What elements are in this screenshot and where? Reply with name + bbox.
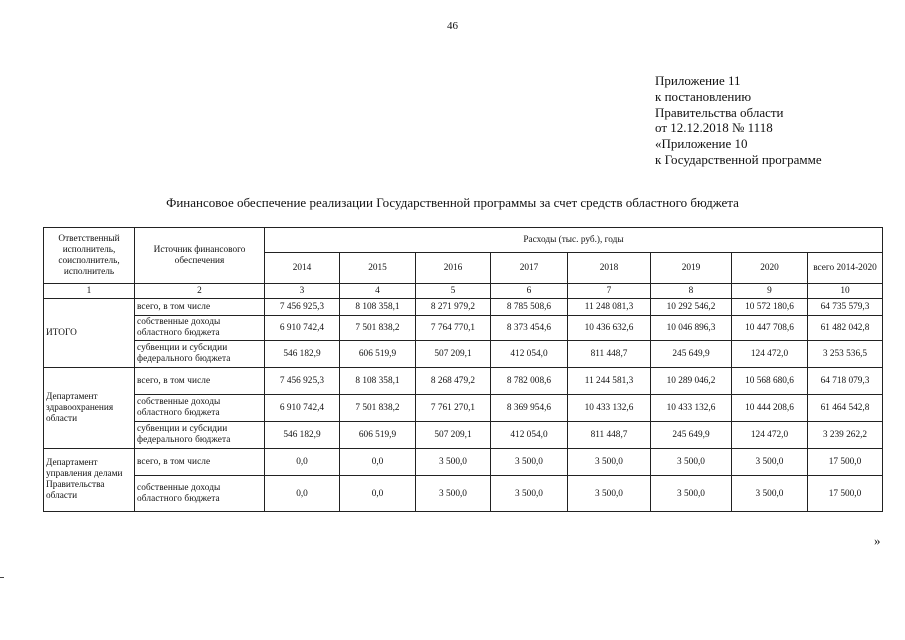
value-cell: 11 244 581,3 xyxy=(568,368,651,395)
value-cell: 6 910 742,4 xyxy=(265,395,340,422)
value-cell: 8 108 358,1 xyxy=(340,299,416,316)
value-cell: 811 448,7 xyxy=(568,341,651,368)
value-cell: 412 054,0 xyxy=(491,422,568,449)
column-number: 6 xyxy=(491,284,568,299)
table-row xyxy=(44,368,883,395)
value-cell: 10 572 180,6 xyxy=(732,299,808,316)
value-cell: 8 373 454,6 xyxy=(491,316,568,341)
value-cell: 245 649,9 xyxy=(651,341,732,368)
source-cell: всего, в том числе xyxy=(135,449,265,476)
value-cell: 10 433 132,6 xyxy=(651,395,732,422)
value-cell: 546 182,9 xyxy=(265,341,340,368)
value-cell: 7 761 270,1 xyxy=(416,395,491,422)
value-cell: 811 448,7 xyxy=(568,422,651,449)
header-year: 2019 xyxy=(651,253,732,284)
value-cell: 7 456 925,3 xyxy=(265,368,340,395)
value-cell: 3 500,0 xyxy=(491,476,568,512)
table-row xyxy=(44,316,883,341)
value-cell: 0,0 xyxy=(265,476,340,512)
value-cell: 3 253 536,5 xyxy=(808,341,883,368)
value-cell: 8 785 508,6 xyxy=(491,299,568,316)
value-cell: 7 501 838,2 xyxy=(340,316,416,341)
table-row xyxy=(44,395,883,422)
value-cell: 3 500,0 xyxy=(732,449,808,476)
value-cell: 17 500,0 xyxy=(808,449,883,476)
appendix-line: Правительства области xyxy=(655,104,784,120)
value-cell: 507 209,1 xyxy=(416,341,491,368)
table-row xyxy=(44,449,883,476)
value-cell: 11 248 081,3 xyxy=(568,299,651,316)
header-year: 2016 xyxy=(416,253,491,284)
closing-quote: » xyxy=(874,533,881,548)
executor-cell: Департамент здравоохранения области xyxy=(44,368,135,449)
value-cell: 8 782 008,6 xyxy=(491,368,568,395)
source-cell: собственные доходы областного бюджета xyxy=(135,316,265,341)
value-cell: 3 500,0 xyxy=(651,476,732,512)
header-expenses: Расходы (тыс. руб.), годы xyxy=(265,228,883,253)
value-cell: 8 108 358,1 xyxy=(340,368,416,395)
value-cell: 3 500,0 xyxy=(491,449,568,476)
column-number: 7 xyxy=(568,284,651,299)
column-number: 2 xyxy=(135,284,265,299)
header-year: 2017 xyxy=(491,253,568,284)
value-cell: 3 500,0 xyxy=(651,449,732,476)
header-year: 2018 xyxy=(568,253,651,284)
appendix-line: к постановлению xyxy=(655,88,752,104)
appendix-line: «Приложение 10 xyxy=(655,136,748,152)
value-cell: 0,0 xyxy=(265,449,340,476)
table-row xyxy=(44,341,883,368)
value-cell: 10 568 680,6 xyxy=(732,368,808,395)
header-year: 2015 xyxy=(340,253,416,284)
value-cell: 10 444 208,6 xyxy=(732,395,808,422)
header-year: 2020 xyxy=(732,253,808,284)
value-cell: 10 046 896,3 xyxy=(651,316,732,341)
header-executor: Ответственный исполнитель, соисполнитель, исполнитель xyxy=(44,228,135,284)
table-row xyxy=(44,299,883,316)
column-number: 4 xyxy=(340,284,416,299)
source-cell: субвенции и субсидии федерального бюджета xyxy=(135,422,265,449)
value-cell: 606 519,9 xyxy=(340,422,416,449)
value-cell: 3 500,0 xyxy=(416,449,491,476)
value-cell: 7 456 925,3 xyxy=(265,299,340,316)
value-cell: 10 433 132,6 xyxy=(568,395,651,422)
value-cell: 507 209,1 xyxy=(416,422,491,449)
value-cell: 10 292 546,2 xyxy=(651,299,732,316)
table-row xyxy=(44,476,883,512)
value-cell: 3 239 262,2 xyxy=(808,422,883,449)
source-cell: всего, в том числе xyxy=(135,368,265,395)
appendix-line: Приложение 11 xyxy=(655,73,741,88)
source-cell: всего, в том числе xyxy=(135,299,265,316)
document-title: Финансовое обеспечение реализации Государственной программы за счет средств областного бюджета xyxy=(166,195,739,210)
value-cell: 8 271 979,2 xyxy=(416,299,491,316)
column-number: 10 xyxy=(808,284,883,299)
value-cell: 10 436 632,6 xyxy=(568,316,651,341)
value-cell: 7 501 838,2 xyxy=(340,395,416,422)
value-cell: 0,0 xyxy=(340,449,416,476)
value-cell: 10 447 708,6 xyxy=(732,316,808,341)
value-cell: 17 500,0 xyxy=(808,476,883,512)
column-number: 5 xyxy=(416,284,491,299)
source-cell: собственные доходы областного бюджета xyxy=(135,395,265,422)
value-cell: 10 289 046,2 xyxy=(651,368,732,395)
value-cell: 3 500,0 xyxy=(732,476,808,512)
value-cell: 245 649,9 xyxy=(651,422,732,449)
value-cell: 606 519,9 xyxy=(340,341,416,368)
value-cell: 61 464 542,8 xyxy=(808,395,883,422)
value-cell: 124 472,0 xyxy=(732,422,808,449)
column-number: 1 xyxy=(44,284,135,299)
table-row xyxy=(44,422,883,449)
source-cell: собственные доходы областного бюджета xyxy=(135,476,265,512)
value-cell: 3 500,0 xyxy=(568,449,651,476)
header-year-total: всего 2014-2020 xyxy=(808,253,883,284)
value-cell: 64 735 579,3 xyxy=(808,299,883,316)
value-cell: 8 369 954,6 xyxy=(491,395,568,422)
value-cell: 412 054,0 xyxy=(491,341,568,368)
value-cell: 124 472,0 xyxy=(732,341,808,368)
value-cell: 546 182,9 xyxy=(265,422,340,449)
appendix-line: от 12.12.2018 № 1118 xyxy=(655,120,773,136)
value-cell: 64 718 079,3 xyxy=(808,368,883,395)
value-cell: 61 482 042,8 xyxy=(808,316,883,341)
appendix-header xyxy=(655,73,822,168)
executor-cell: ИТОГО xyxy=(44,299,135,368)
column-number: 9 xyxy=(732,284,808,299)
value-cell: 7 764 770,1 xyxy=(416,316,491,341)
header-year: 2014 xyxy=(265,253,340,284)
header-source: Источник финансового обеспечения xyxy=(135,228,265,284)
value-cell: 6 910 742,4 xyxy=(265,316,340,341)
financing-table xyxy=(43,227,883,512)
value-cell: 0,0 xyxy=(340,476,416,512)
page-number: 46 xyxy=(447,20,458,32)
margin-mark xyxy=(0,577,4,578)
executor-cell: Департамент управления делами Правительства области xyxy=(44,449,135,512)
value-cell: 3 500,0 xyxy=(568,476,651,512)
column-number: 3 xyxy=(265,284,340,299)
column-number: 8 xyxy=(651,284,732,299)
value-cell: 8 268 479,2 xyxy=(416,368,491,395)
value-cell: 3 500,0 xyxy=(416,476,491,512)
source-cell: субвенции и субсидии федерального бюджета xyxy=(135,341,265,368)
appendix-line: к Государственной программе xyxy=(655,151,822,167)
